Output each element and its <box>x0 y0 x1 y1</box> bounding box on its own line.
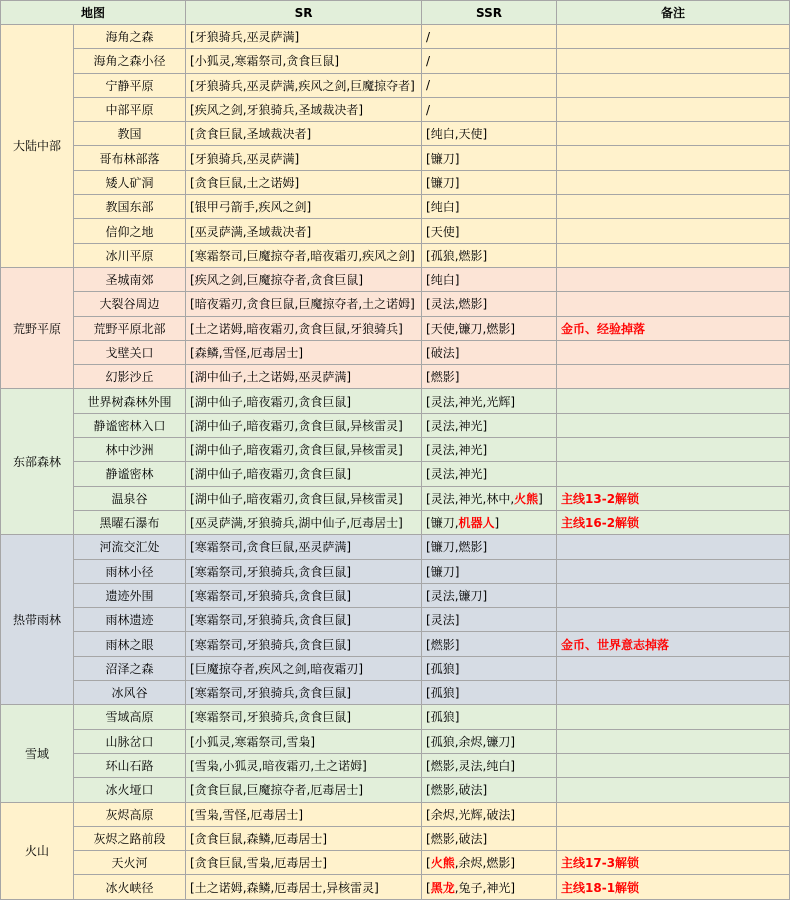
sr-cell: [森鳞,雪怪,厄毒居士] <box>186 340 422 364</box>
region-cell: 东部森林 <box>1 389 74 535</box>
sr-cell: [巫灵萨满,牙狼骑兵,湖中仙子,厄毒居士] <box>186 510 422 534</box>
note-cell: 主线13-2解锁 <box>557 486 790 510</box>
sr-cell: [贪食巨鼠,森鳞,厄毒居士] <box>186 826 422 850</box>
ssr-text: / <box>426 29 431 44</box>
map-name-cell: 温泉谷 <box>74 486 186 510</box>
ssr-text: [燃影,破法] <box>426 783 488 798</box>
sr-cell: [土之诺姆,森鳞,厄毒居士,异核雷灵] <box>186 875 422 899</box>
table-row <box>1 316 790 340</box>
table-row <box>1 73 790 97</box>
ssr-cell <box>422 292 557 316</box>
region-cell: 热带雨林 <box>1 535 74 705</box>
note-cell <box>557 243 790 267</box>
note-cell <box>557 365 790 389</box>
map-name-cell: 山脉岔口 <box>74 729 186 753</box>
ssr-cell <box>422 97 557 121</box>
table-row <box>1 389 790 413</box>
table-row <box>1 535 790 559</box>
sr-cell: [寒霜祭司,牙狼骑兵,贪食巨鼠] <box>186 681 422 705</box>
ssr-text: [灵法,神光] <box>426 443 488 458</box>
ssr-text: [纯白,天使] <box>426 127 488 142</box>
ssr-text: [破法] <box>426 346 460 360</box>
map-name-cell: 海角之森小径 <box>74 49 186 73</box>
map-name-cell: 教国 <box>74 122 186 146</box>
note-cell <box>557 608 790 632</box>
ssr-highlight-text: 火熊 <box>430 856 455 871</box>
sr-cell: [寒霜祭司,贪食巨鼠,巫灵萨满] <box>186 535 422 559</box>
ssr-text: [燃影] <box>426 370 460 385</box>
ssr-cell <box>422 122 557 146</box>
ssr-cell <box>422 267 557 291</box>
ssr-text: [灵法] <box>426 613 460 628</box>
ssr-text: [灵法,神光] <box>426 467 488 482</box>
note-cell: 主线16-2解锁 <box>557 510 790 534</box>
map-name-cell: 矮人矿洞 <box>74 170 186 194</box>
ssr-cell <box>422 25 557 49</box>
sr-cell: [疾风之剑,巨魔掠夺者,贪食巨鼠] <box>186 267 422 291</box>
table-row <box>1 826 790 850</box>
sr-cell: [巨魔掠夺者,疾风之剑,暗夜霜刃] <box>186 656 422 680</box>
map-name-cell: 灰烬高原 <box>74 802 186 826</box>
ssr-cell <box>422 559 557 583</box>
ssr-cell <box>422 826 557 850</box>
table-row <box>1 778 790 802</box>
header-row <box>1 1 790 25</box>
ssr-cell <box>422 316 557 340</box>
table-row <box>1 583 790 607</box>
note-cell <box>557 778 790 802</box>
note-cell: 金币、世界意志掉落 <box>557 632 790 656</box>
map-name-cell: 幻影沙丘 <box>74 365 186 389</box>
map-name-cell: 哥布林部落 <box>74 146 186 170</box>
ssr-text: [纯白] <box>426 273 460 288</box>
ssr-highlight-text: 黑龙 <box>430 880 455 895</box>
map-name-cell: 河流交汇处 <box>74 535 186 559</box>
note-cell <box>557 681 790 705</box>
table-row <box>1 243 790 267</box>
table-row <box>1 219 790 243</box>
table-row <box>1 753 790 777</box>
note-cell <box>557 49 790 73</box>
map-name-cell: 遗迹外围 <box>74 583 186 607</box>
sr-cell: [寒霜祭司,巨魔掠夺者,暗夜霜刃,疾风之剑] <box>186 243 422 267</box>
note-cell <box>557 292 790 316</box>
map-name-cell: 环山石路 <box>74 753 186 777</box>
ssr-cell <box>422 243 557 267</box>
ssr-cell <box>422 802 557 826</box>
sr-cell: [贪食巨鼠,土之诺姆] <box>186 170 422 194</box>
note-cell <box>557 729 790 753</box>
note-cell <box>557 535 790 559</box>
note-cell <box>557 462 790 486</box>
table-row <box>1 486 790 510</box>
ssr-text: [灵法,神光,光辉] <box>426 394 516 409</box>
note-cell <box>557 753 790 777</box>
ssr-text: / <box>426 53 431 68</box>
note-cell: 主线18-1解锁 <box>557 875 790 899</box>
note-cell <box>557 219 790 243</box>
sr-cell: [湖中仙子,暗夜霜刃,贪食巨鼠,异核雷灵] <box>186 413 422 437</box>
sr-cell: [寒霜祭司,牙狼骑兵,贪食巨鼠] <box>186 705 422 729</box>
map-name-cell: 林中沙洲 <box>74 438 186 462</box>
table-row <box>1 146 790 170</box>
sr-cell: [湖中仙子,暗夜霜刃,贪食巨鼠] <box>186 462 422 486</box>
map-name-cell: 教国东部 <box>74 195 186 219</box>
ssr-cell <box>422 219 557 243</box>
map-name-cell: 灰烬之路前段 <box>74 826 186 850</box>
ssr-text: [孤狼,余烬,镰刀] <box>426 734 516 749</box>
sr-cell: [湖中仙子,暗夜霜刃,贪食巨鼠,异核雷灵] <box>186 486 422 510</box>
table-row <box>1 875 790 899</box>
ssr-text: [燃影,破法] <box>426 831 488 846</box>
sr-cell: [贪食巨鼠,圣域裁决者] <box>186 122 422 146</box>
ssr-text: ,兔子,神光] <box>454 880 516 895</box>
sr-cell: [牙狼骑兵,巫灵萨满] <box>186 25 422 49</box>
table-row <box>1 632 790 656</box>
ssr-text: [镰刀] <box>426 175 460 190</box>
sr-cell: [贪食巨鼠,雪枭,厄毒居士] <box>186 851 422 875</box>
ssr-text: [ <box>426 856 431 871</box>
table-row <box>1 267 790 291</box>
ssr-text: ] <box>538 491 543 506</box>
ssr-cell <box>422 656 557 680</box>
table-row <box>1 438 790 462</box>
ssr-cell <box>422 632 557 656</box>
ssr-highlight-text: 机器人 <box>458 516 495 531</box>
map-name-cell: 静谧密林 <box>74 462 186 486</box>
ssr-text: [燃影,灵法,纯白] <box>426 759 516 774</box>
ssr-text: [余烬,光辉,破法] <box>426 807 516 822</box>
note-cell: 金币、经验掉落 <box>557 316 790 340</box>
header-sr: SR <box>186 1 422 25</box>
sr-cell: [巫灵萨满,圣域裁决者] <box>186 219 422 243</box>
ssr-text: ] <box>494 516 500 531</box>
ssr-text: [孤狼,燃影] <box>426 248 488 263</box>
ssr-cell <box>422 778 557 802</box>
ssr-text: [燃影] <box>426 637 460 652</box>
ssr-cell <box>422 535 557 559</box>
ssr-text: [孤狼] <box>426 686 460 701</box>
sr-cell: [小狐灵,寒霜祭司,雪枭] <box>186 729 422 753</box>
table-row <box>1 656 790 680</box>
ssr-text: [天使] <box>426 224 460 239</box>
table-row <box>1 559 790 583</box>
map-name-cell: 沼泽之森 <box>74 656 186 680</box>
ssr-cell <box>422 851 557 875</box>
sr-cell: [湖中仙子,土之诺姆,巫灵萨满] <box>186 365 422 389</box>
note-cell <box>557 438 790 462</box>
map-name-cell: 冰火峡径 <box>74 875 186 899</box>
sr-cell: [湖中仙子,暗夜霜刃,贪食巨鼠] <box>186 389 422 413</box>
ssr-cell <box>422 462 557 486</box>
region-cell: 大陆中部 <box>1 25 74 268</box>
sr-cell: [贪食巨鼠,巨魔掠夺者,厄毒居士] <box>186 778 422 802</box>
note-cell <box>557 656 790 680</box>
sr-cell: [寒霜祭司,牙狼骑兵,贪食巨鼠] <box>186 559 422 583</box>
note-cell <box>557 25 790 49</box>
ssr-text: [灵法,镰刀] <box>426 588 488 603</box>
ssr-cell <box>422 681 557 705</box>
table-body <box>1 25 790 900</box>
map-name-cell: 冰风谷 <box>74 681 186 705</box>
sr-cell: [疾风之剑,牙狼骑兵,圣域裁决者] <box>186 97 422 121</box>
ssr-cell <box>422 389 557 413</box>
map-name-cell: 冰川平原 <box>74 243 186 267</box>
sr-cell: [湖中仙子,暗夜霜刃,贪食巨鼠,异核雷灵] <box>186 438 422 462</box>
region-cell: 雪域 <box>1 705 74 802</box>
table-row <box>1 122 790 146</box>
note-cell <box>557 340 790 364</box>
table-row <box>1 851 790 875</box>
ssr-cell <box>422 608 557 632</box>
sr-cell: [雪枭,小狐灵,暗夜霜刃,土之诺姆] <box>186 753 422 777</box>
ssr-text: [灵法,神光] <box>426 418 488 433</box>
ssr-cell <box>422 413 557 437</box>
sr-cell: [土之诺姆,暗夜霜刃,贪食巨鼠,牙狼骑兵] <box>186 316 422 340</box>
note-cell <box>557 267 790 291</box>
header-ssr: SSR <box>422 1 557 25</box>
note-cell <box>557 802 790 826</box>
map-name-cell: 雪域高原 <box>74 705 186 729</box>
table-row <box>1 729 790 753</box>
sr-cell: [暗夜霜刃,贪食巨鼠,巨魔掠夺者,土之诺姆] <box>186 292 422 316</box>
table-row <box>1 25 790 49</box>
map-name-cell: 大裂谷周边 <box>74 292 186 316</box>
ssr-cell <box>422 340 557 364</box>
table-row <box>1 195 790 219</box>
ssr-cell <box>422 583 557 607</box>
note-cell <box>557 705 790 729</box>
map-name-cell: 信仰之地 <box>74 219 186 243</box>
sr-cell: [寒霜祭司,牙狼骑兵,贪食巨鼠] <box>186 608 422 632</box>
map-name-cell: 冰火垭口 <box>74 778 186 802</box>
ssr-text: [孤狼] <box>426 710 460 725</box>
ssr-cell <box>422 195 557 219</box>
ssr-cell <box>422 73 557 97</box>
map-name-cell: 雨林之眼 <box>74 632 186 656</box>
table-row <box>1 705 790 729</box>
table-row <box>1 802 790 826</box>
ssr-cell <box>422 365 557 389</box>
sr-cell: [雪枭,雪怪,厄毒居士] <box>186 802 422 826</box>
map-name-cell: 圣城南郊 <box>74 267 186 291</box>
ssr-text: [灵法,燃影] <box>426 297 488 312</box>
map-name-cell: 雨林小径 <box>74 559 186 583</box>
note-cell <box>557 195 790 219</box>
table-row <box>1 681 790 705</box>
note-cell <box>557 559 790 583</box>
map-name-cell: 戈壁关口 <box>74 340 186 364</box>
ssr-text: [天使,镰刀,燃影] <box>426 321 516 336</box>
note-cell: 主线17-3解锁 <box>557 851 790 875</box>
ssr-cell <box>422 875 557 899</box>
table-row <box>1 510 790 534</box>
ssr-text: [孤狼] <box>426 661 460 676</box>
ssr-cell <box>422 146 557 170</box>
ssr-text: [灵法,神光,林中, <box>426 491 515 506</box>
region-cell: 火山 <box>1 802 74 899</box>
table-row <box>1 608 790 632</box>
ssr-cell <box>422 438 557 462</box>
note-cell <box>557 97 790 121</box>
sr-cell: [寒霜祭司,牙狼骑兵,贪食巨鼠] <box>186 583 422 607</box>
ssr-highlight-text: 火熊 <box>514 491 539 506</box>
ssr-text: [镰刀] <box>426 564 460 579</box>
map-name-cell: 宁静平原 <box>74 73 186 97</box>
ssr-cell <box>422 705 557 729</box>
ssr-text: / <box>426 78 431 93</box>
ssr-text: [镰刀,燃影] <box>426 540 488 555</box>
table-row <box>1 413 790 437</box>
map-name-cell: 荒野平原北部 <box>74 316 186 340</box>
ssr-cell <box>422 753 557 777</box>
map-name-cell: 静谧密林入口 <box>74 413 186 437</box>
note-cell <box>557 389 790 413</box>
ssr-text: [镰刀, <box>426 516 459 531</box>
note-cell <box>557 583 790 607</box>
ssr-cell <box>422 170 557 194</box>
sr-cell: [寒霜祭司,牙狼骑兵,贪食巨鼠] <box>186 632 422 656</box>
ssr-cell <box>422 486 557 510</box>
table-row <box>1 462 790 486</box>
region-cell: 荒野平原 <box>1 267 74 388</box>
header-note: 备注 <box>557 1 790 25</box>
map-name-cell: 天火河 <box>74 851 186 875</box>
ssr-text: [镰刀] <box>426 151 460 166</box>
table-row <box>1 49 790 73</box>
note-cell <box>557 170 790 194</box>
ssr-cell <box>422 729 557 753</box>
header-map: 地图 <box>1 1 186 25</box>
table-row <box>1 170 790 194</box>
table-row <box>1 340 790 364</box>
table-row <box>1 292 790 316</box>
table-row <box>1 365 790 389</box>
map-name-cell: 海角之森 <box>74 25 186 49</box>
note-cell <box>557 826 790 850</box>
ssr-text: [纯白] <box>426 200 460 215</box>
note-cell <box>557 146 790 170</box>
map-name-cell: 黑曜石瀑布 <box>74 510 186 534</box>
ssr-text: / <box>426 102 431 117</box>
map-name-cell: 雨林遗迹 <box>74 608 186 632</box>
sr-cell: [小狐灵,寒霜祭司,贪食巨鼠] <box>186 49 422 73</box>
note-cell <box>557 413 790 437</box>
ssr-text: ,余烬,燃影] <box>454 856 516 871</box>
ssr-cell <box>422 49 557 73</box>
note-cell <box>557 73 790 97</box>
map-name-cell: 中部平原 <box>74 97 186 121</box>
ssr-text: [ <box>426 880 431 895</box>
map-name-cell: 世界树森林外围 <box>74 389 186 413</box>
ssr-cell <box>422 510 557 534</box>
table-row <box>1 97 790 121</box>
sr-cell: [牙狼骑兵,巫灵萨满,疾风之剑,巨魔掠夺者] <box>186 73 422 97</box>
note-cell <box>557 122 790 146</box>
sr-cell: [牙狼骑兵,巫灵萨满] <box>186 146 422 170</box>
sr-cell: [银甲弓箭手,疾风之剑] <box>186 195 422 219</box>
